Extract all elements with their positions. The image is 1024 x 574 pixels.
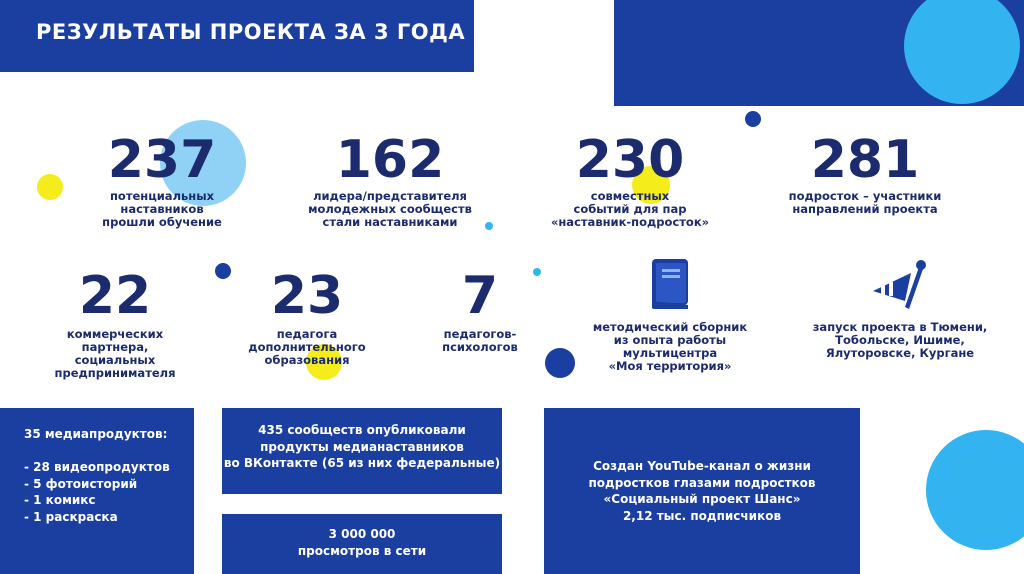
- stat-desc-line: мультицентра: [622, 346, 718, 360]
- stat-desc-line: психологов: [442, 340, 518, 354]
- stat-number: 237: [107, 130, 217, 190]
- stat-desc-line: событий для пар: [573, 202, 687, 216]
- stat-desc-line: Ялуторовске, Кургане: [825, 346, 975, 360]
- stat-desc-line: «Моя территория»: [608, 359, 732, 373]
- stat-desc-line: педагогов-: [443, 327, 517, 341]
- stat-desc-line: «наставник-подросток»: [550, 215, 710, 229]
- box-line: «Социальный проект Шанс»: [603, 492, 801, 506]
- stat-desc-line: молодежных сообществ: [308, 202, 472, 216]
- stat-desc-line: педагога: [276, 327, 338, 341]
- stat-desc-line: Тобольске, Ишиме,: [835, 333, 965, 347]
- communities-box: [222, 408, 502, 494]
- box-line: во ВКонтакте (65 из них федеральные): [223, 456, 501, 470]
- youtube-box: [544, 408, 860, 574]
- stat-desc-line: из опыта работы: [613, 333, 727, 347]
- stat-desc-line: запуск проекта в Тюмени,: [812, 320, 988, 334]
- stat-number: 230: [575, 130, 685, 190]
- decor-blue-dot-1: [745, 111, 761, 127]
- box-line: просмотров в сети: [297, 543, 427, 558]
- decor-blue-dot-3: [545, 348, 575, 378]
- box-line: 35 медиапродуктов:: [24, 427, 168, 441]
- decor-blue-dot-2: [215, 263, 231, 279]
- stat-desc-line: социальных: [74, 353, 156, 367]
- box-line: продукты медианаставников: [260, 439, 464, 454]
- box-line: Создан YouTube-канал о жизни: [593, 459, 811, 473]
- box-line: подростков глазами подростков: [588, 475, 816, 490]
- box-line: - 28 видеопродуктов: [24, 460, 170, 474]
- stat-22: [45, 266, 185, 380]
- views-box: [222, 514, 502, 574]
- stat-230: [540, 130, 720, 229]
- stat-desc-line: направлений проекта: [792, 202, 938, 216]
- megaphone-icon: [865, 255, 935, 311]
- stat-162: [300, 130, 480, 229]
- stat-number: 22: [78, 266, 152, 326]
- stat-7: [420, 266, 540, 354]
- decor-yellow-1: [37, 174, 63, 200]
- stat-281: [780, 130, 950, 216]
- stat-237: [82, 130, 242, 229]
- stat-desc-line: лидера/представителя: [313, 189, 467, 203]
- stat-desc-line: партнера,: [81, 340, 149, 354]
- stat-desc-line: прошли обучение: [102, 215, 222, 229]
- book-icon: [644, 255, 696, 311]
- box-line: - 5 фотоисторий: [24, 476, 138, 491]
- stat-number: 23: [270, 266, 344, 326]
- stat-desc-line: стали наставниками: [322, 215, 458, 229]
- box-line: 435 сообществ опубликовали: [258, 423, 466, 437]
- stat-desc-line: наставников: [120, 202, 204, 216]
- stat-desc-line: коммерческих: [66, 327, 164, 341]
- stat-23: [232, 266, 382, 367]
- stat-desc-line: потенциальных: [109, 189, 215, 203]
- stat-desc-line: образования: [264, 353, 350, 367]
- box-line: - 1 комикс: [24, 493, 96, 507]
- media-products-box: [0, 408, 194, 574]
- stat-number: 281: [810, 130, 920, 190]
- box-line: 3 000 000: [328, 527, 396, 541]
- stat-number: 7: [461, 266, 499, 326]
- stat-book: [580, 255, 760, 373]
- decor-lightblue-dot-1: [485, 222, 493, 230]
- stat-launch: [800, 255, 1000, 360]
- box-line: 2,12 тыс. подписчиков: [622, 508, 782, 523]
- stat-desc-line: дополнительного: [248, 340, 366, 354]
- stat-desc-line: совместных: [590, 189, 670, 203]
- box-line: - 1 раскраска: [24, 509, 118, 524]
- stat-desc-line: предпринимателя: [54, 366, 176, 380]
- stat-number: 162: [335, 130, 445, 190]
- page-title: РЕЗУЛЬТАТЫ ПРОЕКТА ЗА 3 ГОДА: [36, 20, 466, 44]
- box-line: [24, 443, 194, 460]
- stat-desc-line: подросток – участники: [788, 189, 942, 203]
- decor-circle-large-bottom: [926, 430, 1024, 550]
- stat-desc-line: методический сборник: [592, 320, 748, 334]
